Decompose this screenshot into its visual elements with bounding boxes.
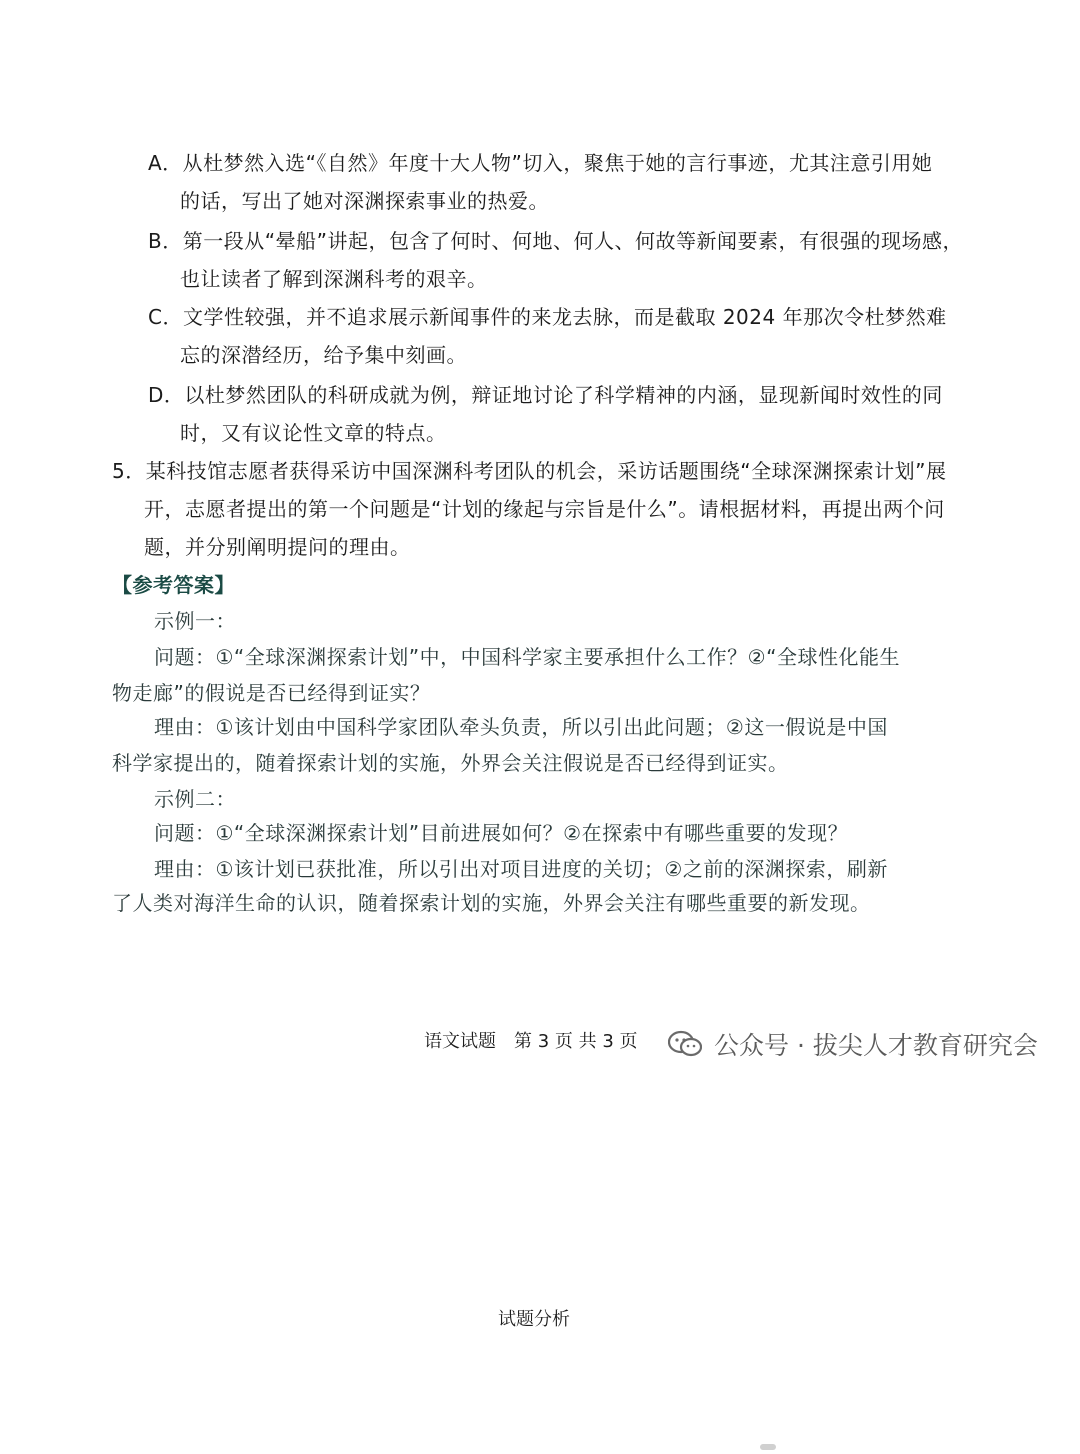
question5-line1: 5．某科技馆志愿者获得采访中国深渊科考团队的机会，采访话题围绕“全球深渊探索计划”展 xyxy=(112,459,947,483)
answer-heading: 【参考答案】 xyxy=(112,573,235,597)
example1-question-line1: 问题：①“全球深渊探索计划”中，中国科学家主要承担什么工作？②“全球性化能生 xyxy=(154,645,900,669)
example1-label: 示例一： xyxy=(154,609,236,633)
example2-question-line1: 问题：①“全球深渊探索计划”目前进展如何？②在探索中有哪些重要的发现？ xyxy=(154,821,849,845)
page-footer: 语文试题 第 3 页 共 3 页 xyxy=(424,1031,638,1052)
option-a-line2: 的话，写出了她对深渊探索事业的热爱。 xyxy=(180,189,549,213)
option-c-line1: C．文学性较强，并不追求展示新闻事件的来龙去脉，而是截取 2024 年那次令杜梦然难 xyxy=(148,305,947,329)
option-b-line2: 也让读者了解到深渊科考的艰辛。 xyxy=(180,267,488,291)
question5-line3: 题，并分别阐明提问的理由。 xyxy=(144,535,411,559)
question5-line2: 开，志愿者提出的第一个问题是“计划的缘起与宗旨是什么”。请根据材料，再提出两个问 xyxy=(144,497,945,521)
option-a-line1: A．从杜梦然入选“《自然》年度十大人物”切入，聚焦于她的言行事迹，尤其注意引用她 xyxy=(148,151,933,175)
option-c-line2: 忘的深潜经历，给予集中刻画。 xyxy=(180,343,467,367)
option-d-line2: 时，又有议论性文章的特点。 xyxy=(180,421,447,445)
option-d-line1: D．以杜梦然团队的科研成就为例，辩证地讨论了科学精神的内涵，显现新闻时效性的同 xyxy=(148,383,943,407)
example2-label: 示例二： xyxy=(154,787,236,811)
option-b-line1: B．第一段从“晕船”讲起，包含了何时、何地、何人、何故等新闻要素，有很强的现场感， xyxy=(148,229,963,253)
example2-reason-line2: 了人类对海洋生命的认识，随着探索计划的实施，外界会关注有哪些重要的新发现。 xyxy=(112,891,871,915)
example1-reason-line1: 理由：①该计划由中国科学家团队牵头负责，所以引出此问题；②这一假说是中国 xyxy=(154,715,888,739)
analysis-title: 试题分析 xyxy=(498,1309,570,1330)
example2-reason-line1: 理由：①该计划已获批准，所以引出对项目进度的关切；②之前的深渊探索，刷新 xyxy=(154,857,888,881)
bottom-mark xyxy=(760,1444,776,1450)
example1-reason-line2: 科学家提出的，随着探索计划的实施，外界会关注假说是否已经得到证实。 xyxy=(112,751,789,775)
example1-question-line2: 物走廊”的假说是否已经得到证实？ xyxy=(112,681,431,705)
watermark xyxy=(668,1024,1038,1064)
wechat-icon xyxy=(668,1030,702,1058)
watermark-text: 公众号 · 拔尖人才教育研究会 xyxy=(714,1031,1038,1060)
